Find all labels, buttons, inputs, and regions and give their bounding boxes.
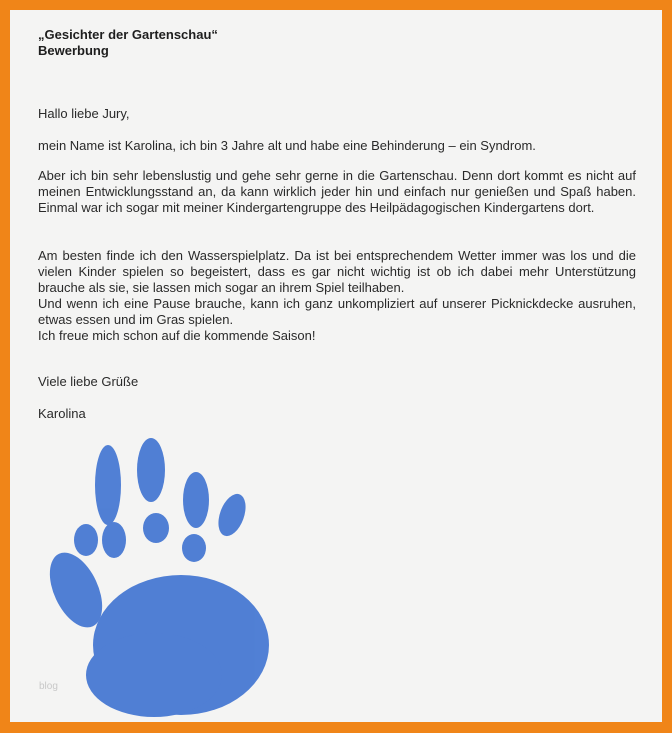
letter-title: „Gesichter der Gartenschau“: [38, 27, 218, 42]
letter-page: [10, 10, 662, 722]
paragraph-pause: Und wenn ich eine Pause brauche, kann ich ganz unkompliziert auf unserer Picknickdecke ausruhen, etwas essen und im Gras spielen.: [38, 296, 636, 327]
signature: Karolina: [38, 406, 86, 421]
letter-subtitle: Bewerbung: [38, 43, 109, 58]
paragraph-saison: Ich freue mich schon auf die kommende Saison!: [38, 328, 316, 343]
paragraph-gartenschau: Aber ich bin sehr lebenslustig und gehe sehr gerne in die Gartenschau. Denn dort kommt es nicht auf meinen Entwicklungsstand an, da kann wirklich jeder hin und einfach nur genießen und Spaß haben. Einmal war ich sogar mit meiner Kindergartengruppe des Heilpädagogischen Kindergartens dort.: [38, 168, 636, 215]
closing: Viele liebe Grüße: [38, 374, 139, 389]
handprint-image: [36, 430, 276, 720]
middle-finger: [137, 438, 165, 502]
little-finger: [213, 490, 251, 540]
paragraph-wasserspielplatz: Am besten finde ich den Wasserspielplatz. Da ist bei entsprechendem Wetter immer was los und die vielen Kinder spielen so begeistert, dass es gar nicht wichtig ist ob ich dabei mehr Unterstützung brauche als sie, sie lassen mich sogar an ihrem Spiel teilhaben.: [38, 248, 636, 295]
greeting: Hallo liebe Jury,: [38, 106, 130, 121]
paragraph-intro: mein Name ist Karolina, ich bin 3 Jahre alt und habe eine Behinderung – ein Syndrom.: [38, 138, 536, 153]
ring-finger: [183, 472, 209, 528]
index-finger: [95, 445, 121, 525]
watermark: blog: [39, 681, 58, 692]
